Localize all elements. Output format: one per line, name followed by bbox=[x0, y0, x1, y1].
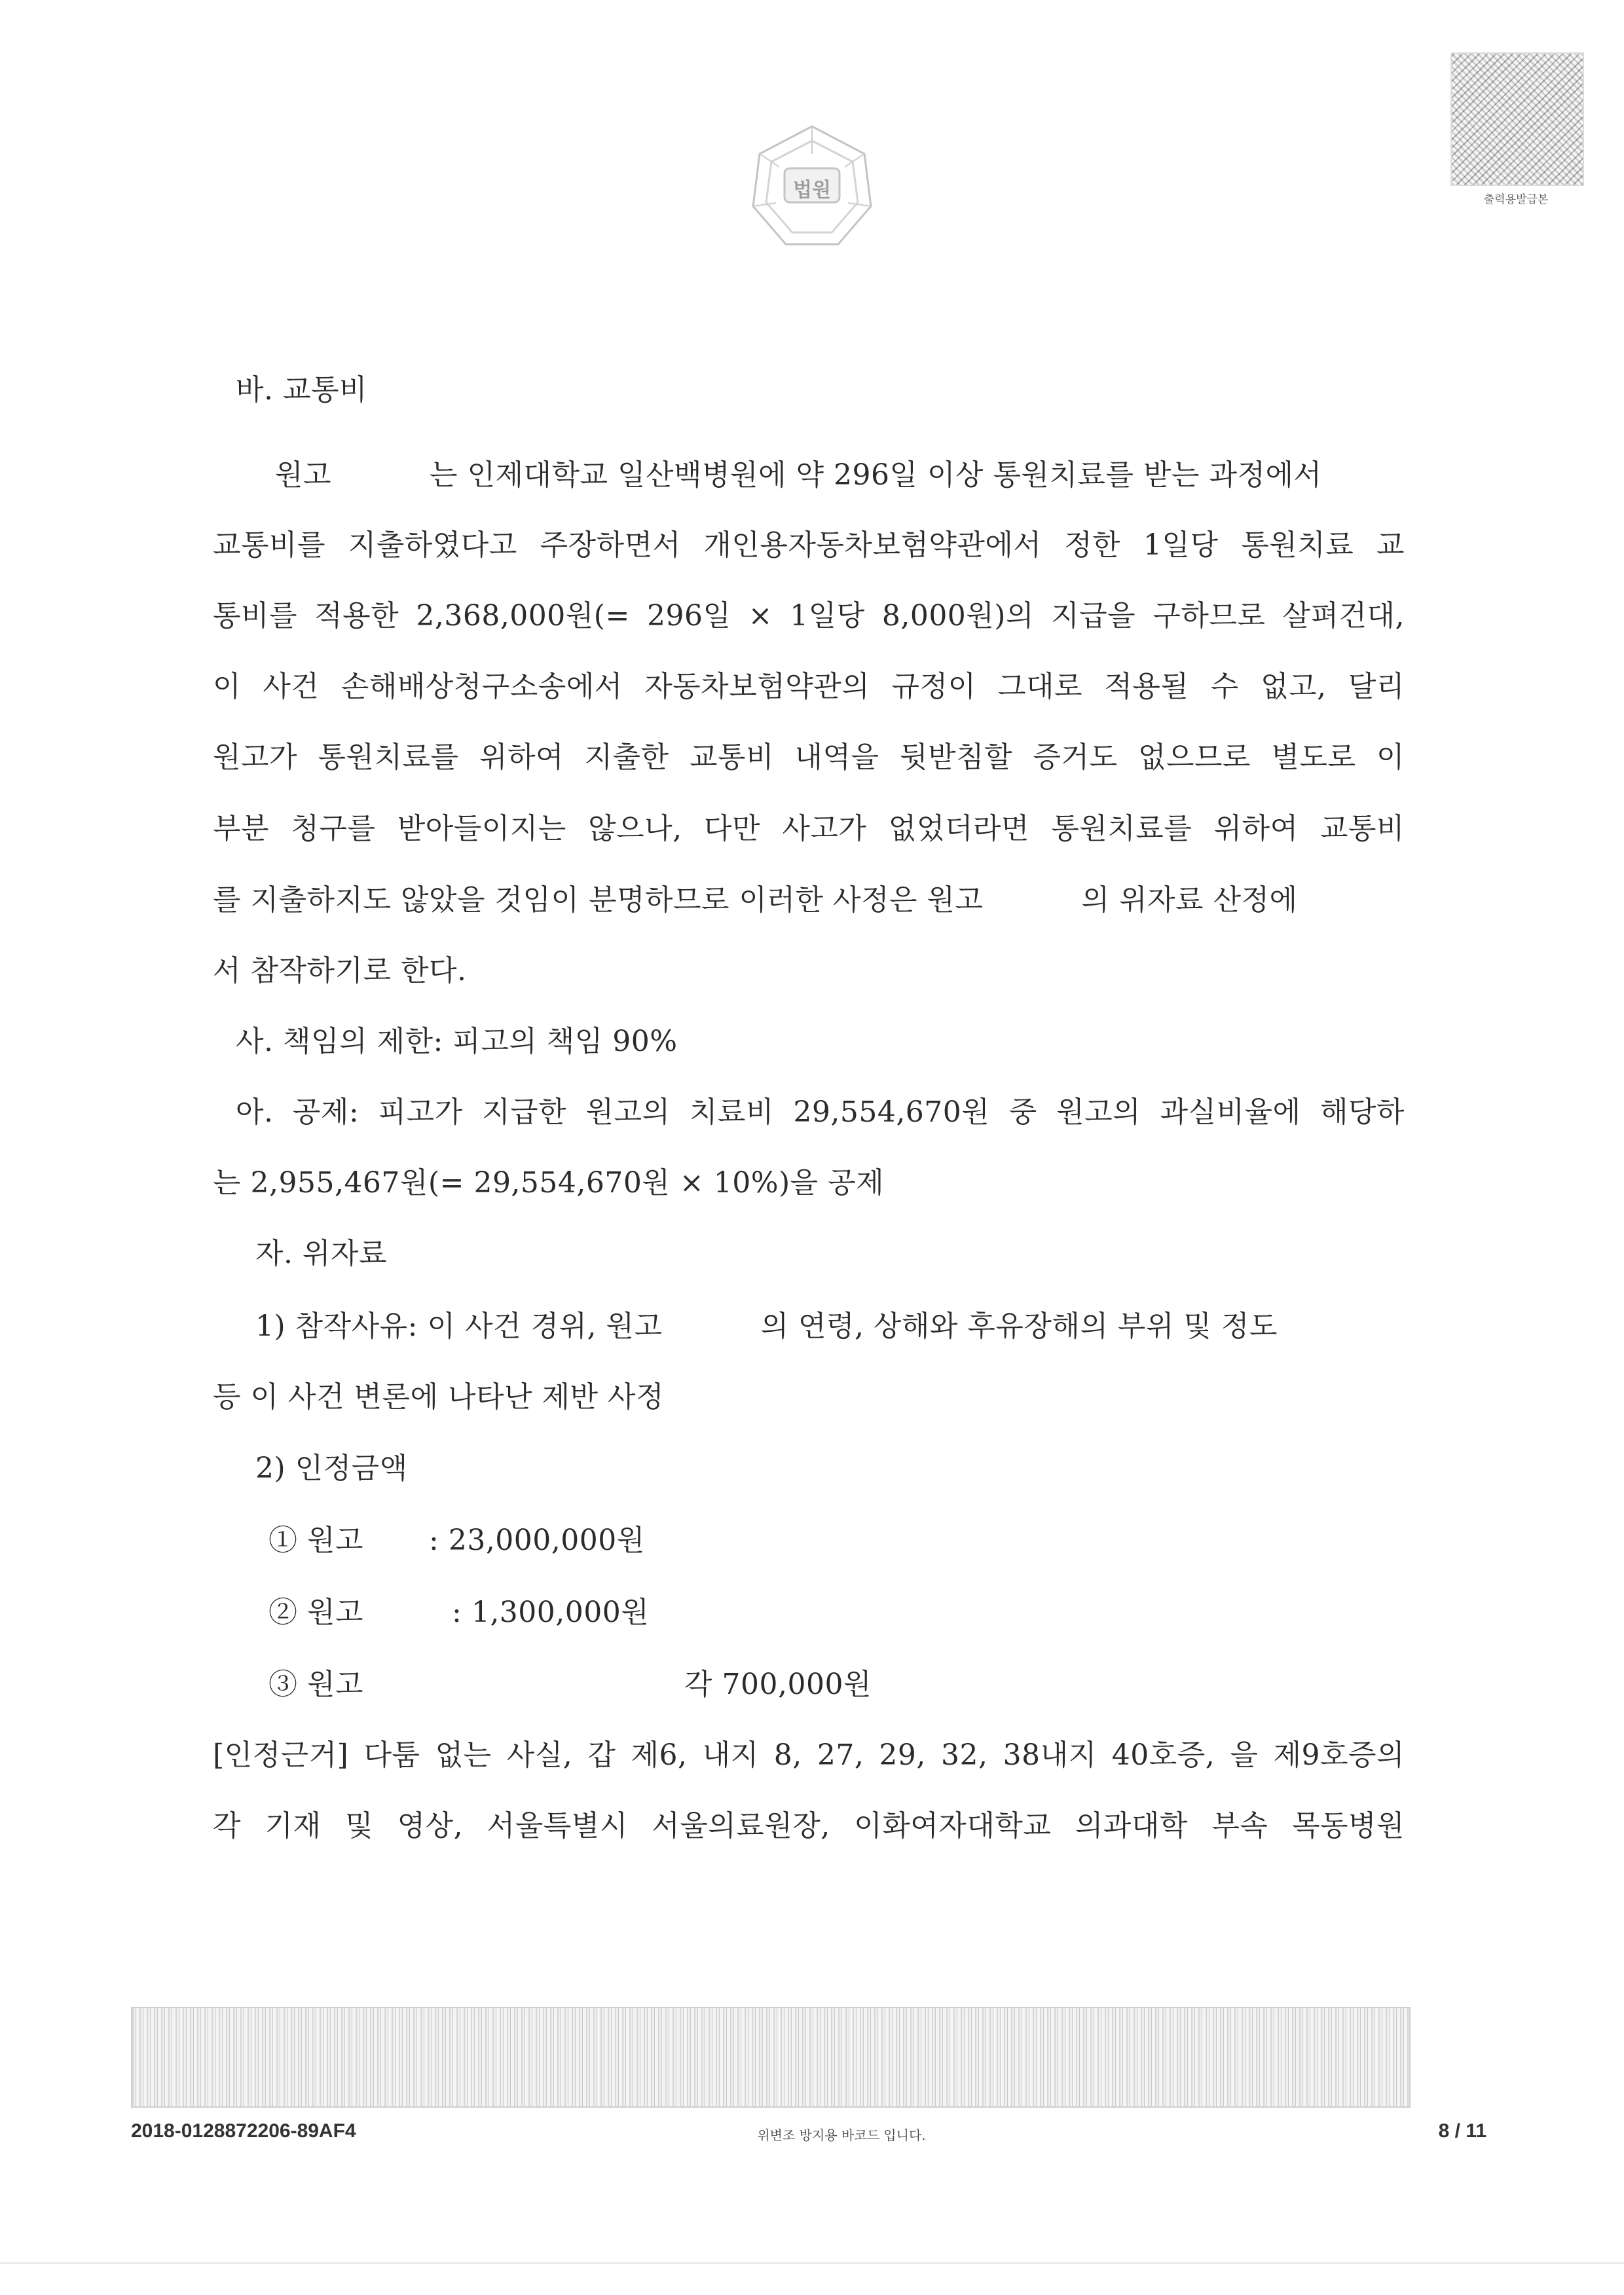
section-heading-liability: 사. 책임의 제한: 피고의 책임 90% bbox=[236, 1025, 678, 1058]
list-marker: ② bbox=[268, 1596, 298, 1629]
paragraph-line: 교통비를 지출하였다고 주장하면서 개인용자동차보험약관에서 정한 1일당 통원치료 교 bbox=[213, 528, 1405, 562]
court-emblem bbox=[740, 115, 884, 259]
amount-row bbox=[268, 1596, 649, 1630]
list-item-text: 1) 참작사유: 이 사건 경위, 원고 bbox=[255, 1310, 663, 1343]
qr-code-icon bbox=[1450, 52, 1584, 186]
amount-row bbox=[268, 1524, 645, 1558]
court-emblem-label: 법원 bbox=[793, 179, 831, 202]
list-marker: ① bbox=[268, 1524, 298, 1557]
list-item-text: 의 연령, 상해와 후유장해의 부위 및 정도 bbox=[760, 1310, 1278, 1343]
amount-value: : 23,000,000원 bbox=[429, 1524, 645, 1557]
paragraph-text: 의 위자료 산정에 bbox=[1081, 883, 1298, 917]
amount-value: : 1,300,000원 bbox=[452, 1596, 650, 1629]
paragraph-line: 통비를 적용한 2,368,000원(= 296일 × 1일당 8,000원)의 지급을 구하므로 살펴건대, bbox=[213, 599, 1405, 633]
section-heading-consolation: 자. 위자료 bbox=[255, 1237, 387, 1270]
barcode-note: 위변조 방지용 바코드 입니다. bbox=[757, 2127, 926, 2143]
paragraph-text: 는 인제대학교 일산백병원에 약 296일 이상 통원치료를 받는 과정에서 bbox=[430, 458, 1322, 492]
paragraph-line: 원고가 통원치료를 위하여 지출한 교통비 내역을 뒷받침할 증거도 없으므로 별도로 이 bbox=[213, 741, 1405, 774]
page-edge bbox=[0, 2262, 1624, 2264]
amount-label: 원고 bbox=[307, 1668, 364, 1701]
amount-value: 각 700,000원 bbox=[684, 1668, 872, 1701]
anti-forgery-barcode bbox=[131, 2007, 1411, 2108]
document-code: 2018-0128872206-89AF4 bbox=[131, 2120, 356, 2142]
list-item-heading: 2) 인정금액 bbox=[255, 1452, 408, 1485]
plaintiff-label: 원고 bbox=[275, 458, 332, 492]
paragraph-line: 등 이 사건 변론에 나타난 제반 사정 bbox=[213, 1380, 664, 1414]
amount-row bbox=[268, 1668, 872, 1702]
paragraph-text: 를 지출하지도 않았을 것임이 분명하므로 이러한 사정은 원고 bbox=[213, 883, 984, 917]
paragraph-line: 부분 청구를 받아들이지는 않으나, 다만 사고가 없었더라면 통원치료를 위하여 교통비 bbox=[213, 812, 1405, 845]
paragraph-line bbox=[213, 883, 1298, 917]
page-number: 8 / 11 bbox=[1438, 2120, 1486, 2142]
paragraph-line: 는 2,955,467원(= 29,554,670원 × 10%)을 공제 bbox=[213, 1166, 885, 1200]
evidence-basis-line: [인정근거] 다툼 없는 사실, 갑 제6, 내지 8, 27, 29, 32, 38내지 40호증, 을 제9호증의 bbox=[213, 1738, 1405, 1772]
qr-caption: 출력용발급본 bbox=[1483, 193, 1549, 206]
paragraph-line: 이 사건 손해배상청구소송에서 자동차보험약관의 규정이 그대로 적용될 수 없고, 달리 bbox=[213, 670, 1405, 703]
evidence-basis-line: 각 기재 및 영상, 서울특별시 서울의료원장, 이화여자대학교 의과대학 부속 목동병원 bbox=[213, 1809, 1405, 1843]
paragraph-line bbox=[275, 458, 1322, 492]
paragraph-line bbox=[255, 1310, 1278, 1344]
amount-label: 원고 bbox=[307, 1524, 364, 1557]
section-heading-transport: 바. 교통비 bbox=[236, 373, 367, 407]
paragraph-line: 서 참작하기로 한다. bbox=[213, 954, 467, 987]
section-heading-deduction: 아. 공제: 피고가 지급한 원고의 치료비 29,554,670원 중 원고의 과실비율에 해당하 bbox=[236, 1095, 1405, 1129]
amount-label: 원고 bbox=[307, 1596, 364, 1629]
list-marker: ③ bbox=[268, 1668, 298, 1701]
